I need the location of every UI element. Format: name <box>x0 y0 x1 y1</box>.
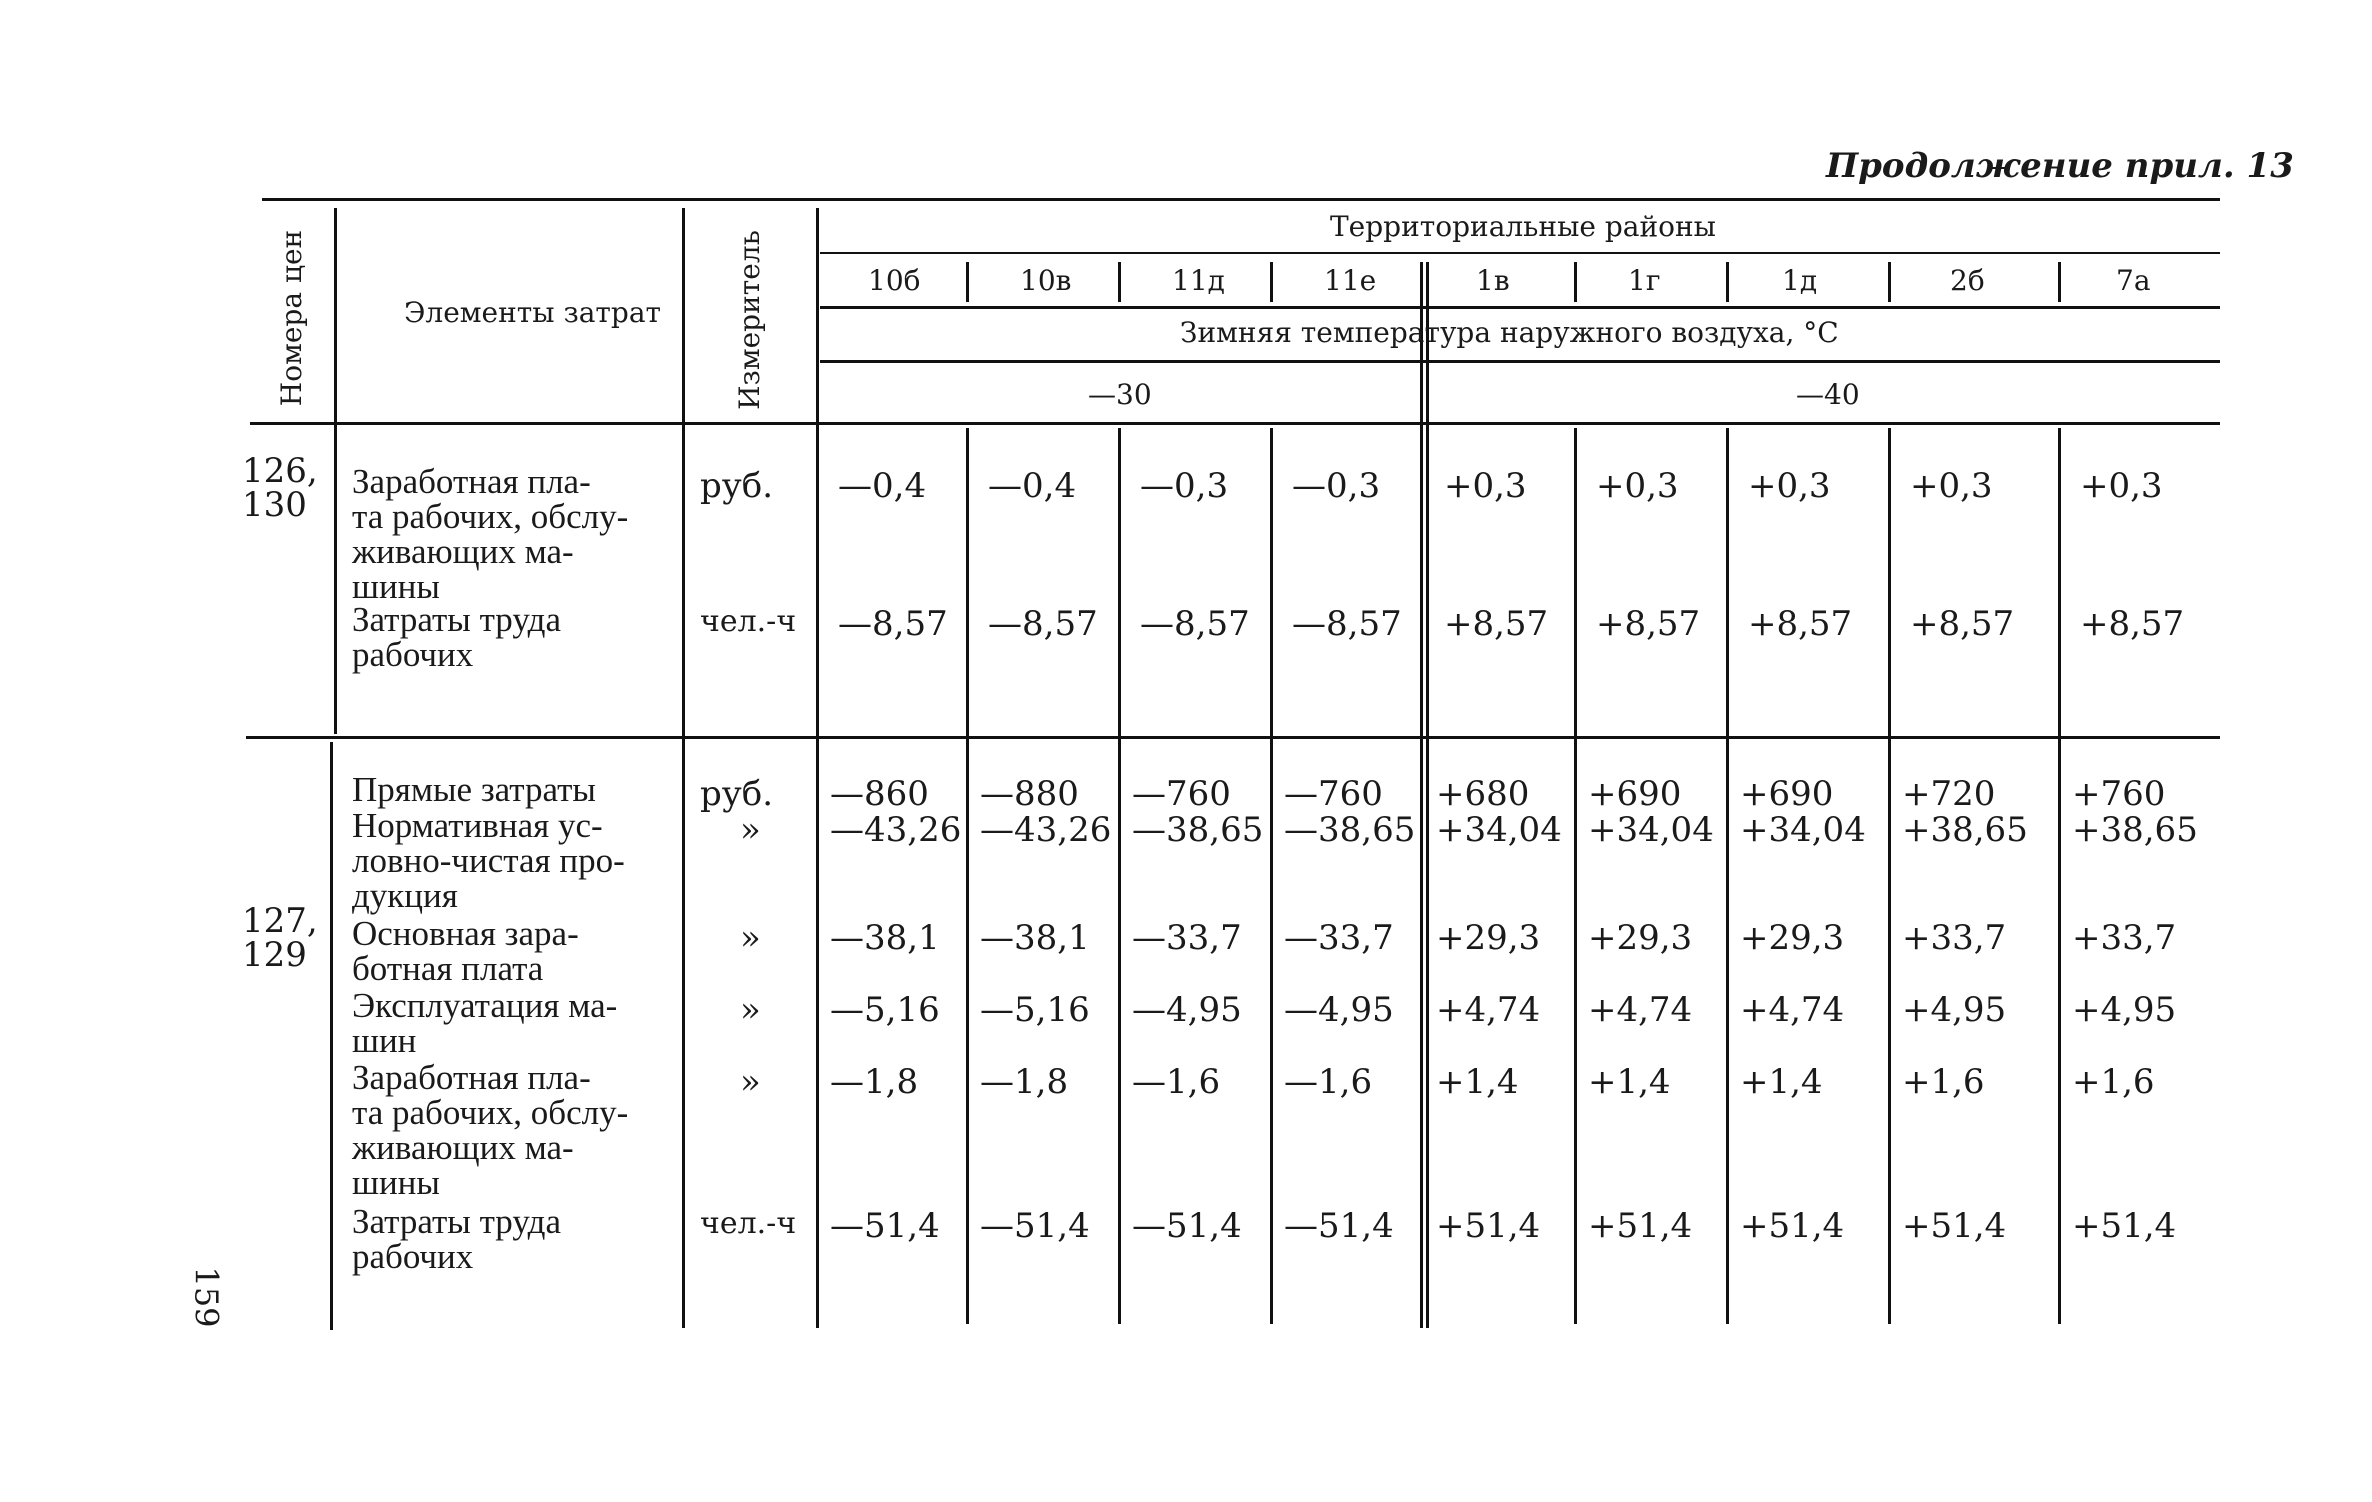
value-cell: +33,7 <box>1902 918 2007 958</box>
district-header: 10в <box>1020 264 1072 297</box>
unit-cell: » <box>740 810 761 850</box>
value-cell: —51,4 <box>980 1206 1090 1246</box>
col-rule-numbers <box>334 208 337 734</box>
col-rule-10v-body <box>966 428 969 1324</box>
price-numbers: 127, 129 <box>242 901 318 975</box>
value-cell: +34,04 <box>1436 810 1562 850</box>
value-cell: —0,4 <box>838 466 927 506</box>
col-rule-10v <box>966 262 969 302</box>
unit-cell: » <box>740 918 761 958</box>
value-cell: —51,4 <box>830 1206 940 1246</box>
col-rule-11e <box>1270 262 1273 302</box>
value-cell: —43,26 <box>830 810 962 850</box>
header-temperature: Зимняя температура наружного воздуха, °C <box>1180 316 1839 349</box>
value-cell: —1,8 <box>830 1062 919 1102</box>
col-rule-7a <box>2058 262 2061 302</box>
cost-element: Основная зара- ботная плата <box>352 914 579 988</box>
col-rule-11d <box>1118 262 1121 302</box>
value-cell: +8,57 <box>2080 604 2185 644</box>
value-cell: +8,57 <box>1596 604 1701 644</box>
value-cell: —38,1 <box>980 918 1090 958</box>
value-cell: +690 <box>1740 774 1834 814</box>
header-bottom-rule <box>250 422 2220 425</box>
col-rule-group-b <box>1426 262 1429 1328</box>
value-cell: +34,04 <box>1740 810 1866 850</box>
col-rule-2b-body <box>1888 428 1891 1324</box>
value-cell: +4,74 <box>1740 990 1845 1030</box>
value-cell: —51,4 <box>1132 1206 1242 1246</box>
header-numbers: Номера цен <box>275 229 308 407</box>
header-unit: Измеритель <box>733 230 766 410</box>
value-cell: —33,7 <box>1284 918 1394 958</box>
header-elements: Элементы затрат <box>404 296 662 329</box>
value-cell: +1,6 <box>2072 1062 2155 1102</box>
value-cell: +51,4 <box>1740 1206 1845 1246</box>
value-cell: +29,3 <box>1740 918 1845 958</box>
cost-element: Заработная пла- та рабочих, обслу- живающих ма- шины <box>352 462 629 606</box>
col-rule-unit <box>816 208 819 1328</box>
value-cell: —0,4 <box>988 466 1077 506</box>
value-cell: —1,6 <box>1132 1062 1221 1102</box>
value-cell: —0,3 <box>1292 466 1381 506</box>
value-cell: +0,3 <box>1596 466 1679 506</box>
value-cell: +0,3 <box>1910 466 1993 506</box>
district-header: 1в <box>1476 264 1510 297</box>
temp-group-40: —40 <box>1796 378 1860 411</box>
value-cell: —1,6 <box>1284 1062 1373 1102</box>
col-rule-elements <box>682 208 685 1328</box>
value-cell: +720 <box>1902 774 1996 814</box>
cost-element: Нормативная ус- ловно-чистая про- дукция <box>352 806 625 915</box>
col-rule-1g <box>1574 262 1577 302</box>
district-header: 7а <box>2116 264 2151 297</box>
value-cell: —760 <box>1284 774 1383 814</box>
cost-element: Затраты труда рабочих <box>352 600 561 674</box>
value-cell: —4,95 <box>1132 990 1242 1030</box>
value-cell: —51,4 <box>1284 1206 1394 1246</box>
district-row-top-rule <box>820 252 2220 254</box>
value-cell: +690 <box>1588 774 1682 814</box>
col-rule-11e-body <box>1270 428 1273 1324</box>
unit-cell: чел.-ч <box>700 604 797 639</box>
district-header: 11д <box>1172 264 1225 297</box>
value-cell: +34,04 <box>1588 810 1714 850</box>
value-cell: —38,1 <box>830 918 940 958</box>
cost-element: Заработная пла- та рабочих, обслу- живающих ма- шины <box>352 1058 629 1202</box>
value-cell: +0,3 <box>1444 466 1527 506</box>
value-cell: +38,65 <box>2072 810 2198 850</box>
col-rule-group-a <box>1420 262 1423 1328</box>
value-cell: —43,26 <box>980 810 1112 850</box>
temp-group-30: —30 <box>1088 378 1152 411</box>
value-cell: —860 <box>830 774 929 814</box>
district-header: 2б <box>1950 264 1985 297</box>
value-cell: +4,95 <box>1902 990 2007 1030</box>
col-rule-1d <box>1726 262 1729 302</box>
col-rule-1g-body <box>1574 428 1577 1324</box>
value-cell: +29,3 <box>1436 918 1541 958</box>
value-cell: —38,65 <box>1284 810 1416 850</box>
value-cell: +1,4 <box>1740 1062 1823 1102</box>
unit-cell: руб. <box>700 466 774 506</box>
value-cell: +4,74 <box>1436 990 1541 1030</box>
cost-element: Эксплуатация ма- шин <box>352 986 618 1060</box>
cost-element: Затраты труда рабочих <box>352 1202 561 1276</box>
district-row-bottom-rule <box>820 306 2220 309</box>
value-cell: +8,57 <box>1910 604 2015 644</box>
value-cell: —760 <box>1132 774 1231 814</box>
section-separator-rule <box>246 736 2220 739</box>
col-rule-11d-body <box>1118 428 1121 1324</box>
value-cell: —880 <box>980 774 1079 814</box>
district-header: 10б <box>868 264 921 297</box>
continuation-caption: Продолжение прил. 13 <box>1826 146 2294 186</box>
value-cell: +29,3 <box>1588 918 1693 958</box>
value-cell: +51,4 <box>1588 1206 1693 1246</box>
col-rule-7a-body <box>2058 428 2061 1324</box>
col-rule-2b <box>1888 262 1891 302</box>
value-cell: +0,3 <box>1748 466 1831 506</box>
value-cell: +0,3 <box>2080 466 2163 506</box>
col-rule-numbers-lower <box>330 742 333 1330</box>
value-cell: +51,4 <box>2072 1206 2177 1246</box>
value-cell: —4,95 <box>1284 990 1394 1030</box>
page-number: 159 <box>187 1266 226 1328</box>
cost-element: Прямые затраты <box>352 770 596 809</box>
value-cell: +38,65 <box>1902 810 2028 850</box>
value-cell: —33,7 <box>1132 918 1242 958</box>
value-cell: —5,16 <box>980 990 1090 1030</box>
value-cell: —0,3 <box>1140 466 1229 506</box>
value-cell: +4,95 <box>2072 990 2177 1030</box>
unit-cell: » <box>740 1062 761 1102</box>
value-cell: +760 <box>2072 774 2166 814</box>
value-cell: —1,8 <box>980 1062 1069 1102</box>
value-cell: +1,4 <box>1588 1062 1671 1102</box>
unit-cell: чел.-ч <box>700 1206 797 1241</box>
value-cell: +4,74 <box>1588 990 1693 1030</box>
value-cell: —8,57 <box>988 604 1098 644</box>
value-cell: —5,16 <box>830 990 940 1030</box>
col-rule-1d-body <box>1726 428 1729 1324</box>
value-cell: —8,57 <box>1292 604 1402 644</box>
unit-cell: руб. <box>700 774 774 814</box>
district-header: 11е <box>1324 264 1377 297</box>
temperature-row-bottom-rule <box>820 360 2220 363</box>
value-cell: +680 <box>1436 774 1530 814</box>
value-cell: —38,65 <box>1132 810 1264 850</box>
value-cell: +33,7 <box>2072 918 2177 958</box>
value-cell: +8,57 <box>1748 604 1853 644</box>
value-cell: +1,6 <box>1902 1062 1985 1102</box>
unit-cell: » <box>740 990 761 1030</box>
value-cell: +8,57 <box>1444 604 1549 644</box>
header-territorial: Территориальные районы <box>1330 210 1716 243</box>
price-numbers: 126, 130 <box>242 451 318 525</box>
value-cell: +51,4 <box>1902 1206 2007 1246</box>
value-cell: —8,57 <box>1140 604 1250 644</box>
value-cell: —8,57 <box>838 604 948 644</box>
district-header: 1г <box>1628 264 1661 297</box>
value-cell: +51,4 <box>1436 1206 1541 1246</box>
table-top-rule <box>262 198 2220 201</box>
district-header: 1д <box>1782 264 1818 297</box>
value-cell: +1,4 <box>1436 1062 1519 1102</box>
